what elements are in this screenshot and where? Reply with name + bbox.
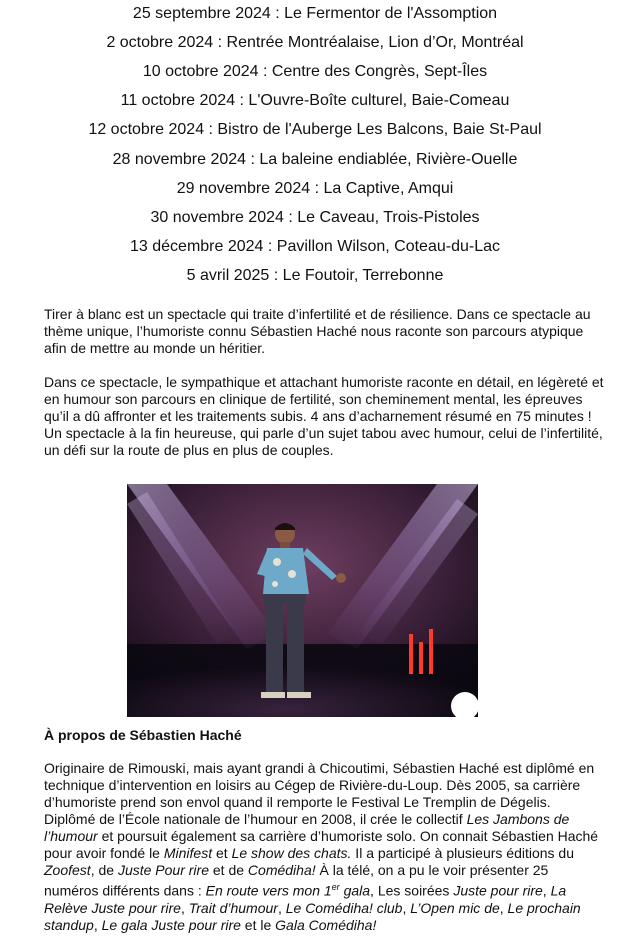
tour-date-text: 12 octobre 2024 : Bistro de l'Auberge Les Balcons, Baie St-Paul bbox=[88, 121, 542, 139]
tour-date-text: 2 octobre 2024 : Rentrée Montréalaise, Lion d’Or, Montréal bbox=[106, 33, 524, 51]
bio-paragraph bbox=[44, 760, 604, 934]
bio-segment: Il a participé à plusieurs éditions du bbox=[351, 845, 574, 861]
bio-segment: , bbox=[402, 899, 411, 916]
bio-segment: Gala Comédiha! bbox=[275, 916, 377, 933]
description-paragraph: Dans ce spectacle, le sympathique et attachant humoriste raconte en détail, en légèreté et en humour son parcours en clinique de fertilité, son cheminement mental, les épreuves qu’il a dû affronter et les traitements subis. 4 ans d’acharnement résumé en 75 minutes ! Un spectacle à la fin heureuse, qui parle d’un sujet tabou avec humour, celui de l’infertilité, un défi sur la route de plus en plus de couples. bbox=[44, 374, 604, 458]
comedian-stage-photo bbox=[127, 484, 478, 717]
tour-date-item bbox=[0, 175, 630, 204]
tour-date-text: 11 octobre 2024 : L'Ouvre-Boîte culturel, Baie-Comeau bbox=[120, 92, 510, 110]
bio-segment: En route vers mon 1 bbox=[205, 882, 332, 899]
bio-segment: Le Comédiha! club bbox=[285, 899, 403, 916]
bio-segment: , bbox=[277, 899, 286, 916]
tour-date-item bbox=[0, 29, 630, 58]
bio-segment: et bbox=[212, 845, 232, 861]
bio-segment: et le bbox=[240, 916, 276, 933]
bio-segment: L’Open mic de bbox=[410, 899, 500, 916]
bio-segment: et de bbox=[209, 862, 248, 878]
tour-date-text: 5 avril 2025 : Le Foutoir, Terrebonne bbox=[186, 267, 444, 285]
intro-paragraph: Tirer à blanc est un spectacle qui traite d’infertilité et de résilience. Dans ce spectacle au thème unique, l’humoriste connu Sébastien Haché nous raconte son parcours atypique afin de mettre au monde un héritier. bbox=[44, 306, 591, 356]
tour-date-item bbox=[0, 204, 630, 233]
tour-date-item bbox=[0, 0, 630, 29]
tour-date-text: 10 octobre 2024 : Centre des Congrès, Sept-Îles bbox=[142, 62, 488, 80]
bio-segment: et poursuit également sa carrière d’humoriste solo. On connait Sébastien Haché pour avoir fondé le bbox=[44, 828, 599, 861]
bio-segment: Minifest bbox=[163, 845, 213, 861]
bio-segment: Juste pour rire bbox=[453, 882, 543, 899]
tour-date-item bbox=[0, 234, 630, 263]
tour-date-item bbox=[0, 263, 630, 292]
bio-segment: Trait d’humour bbox=[188, 899, 278, 916]
tour-date-item bbox=[0, 117, 630, 146]
bio-segment: gala bbox=[339, 882, 371, 899]
bio-segment: Comédiha! bbox=[247, 862, 316, 878]
tour-date-text: 30 novembre 2024 : Le Caveau, Trois-Pistoles bbox=[150, 208, 480, 226]
bio-segment: Le prochain standup bbox=[44, 899, 581, 933]
bio-segment: La Relève Juste pour rire bbox=[44, 882, 567, 916]
tour-dates-list bbox=[0, 0, 630, 292]
tour-date-text: 29 novembre 2024 : La Captive, Amqui bbox=[176, 179, 454, 197]
bio-segment: , bbox=[93, 916, 102, 933]
bio-segment: Originaire de Rimouski, mais ayant grandi à Chicoutimi, Sébastien Haché est diplômé en technique d’intervention en loisirs au Cégep de Rivière-du-Loup. Dès 2005, sa carrière d’humoriste prend son envol quand il remporte le Festival Le Tremplin de Dégelis. Diplômé de l’École nationale de l’humour en 2008, il crée le collectif bbox=[44, 760, 595, 827]
tour-date-text: 13 décembre 2024 : Pavillon Wilson, Coteau-du-Lac bbox=[130, 238, 500, 256]
bio-segment: À la télé, on a pu le voir présenter 25 numéros différents dans : bbox=[44, 862, 549, 899]
tour-date-item bbox=[0, 146, 630, 175]
bio-segment: Juste Pour rire bbox=[117, 862, 209, 878]
bio-segment: , bbox=[499, 899, 508, 916]
bio-segment: , bbox=[542, 882, 551, 899]
tour-date-text: 25 septembre 2024 : Le Fermentor de l'Assomption bbox=[132, 4, 498, 22]
tour-date-item bbox=[0, 58, 630, 87]
bio-segment: Zoofest bbox=[44, 862, 91, 878]
tour-date-item bbox=[0, 88, 630, 117]
tour-date-text: 28 novembre 2024 : La baleine endiablée, Rivière-Ouelle bbox=[112, 150, 518, 168]
bio-segment: , Les soirées bbox=[370, 882, 454, 899]
bio-segment: , bbox=[180, 899, 189, 916]
bio-segment: , de bbox=[90, 862, 118, 878]
bio-segment: er bbox=[331, 882, 340, 892]
bio-segment: Le gala Juste pour rire bbox=[101, 916, 241, 933]
bio-segment: Les Jambons de l’humour bbox=[44, 811, 570, 844]
about-heading: À propos de Sébastien Haché bbox=[44, 727, 242, 743]
bio-segment: Le show des chats. bbox=[231, 845, 352, 861]
